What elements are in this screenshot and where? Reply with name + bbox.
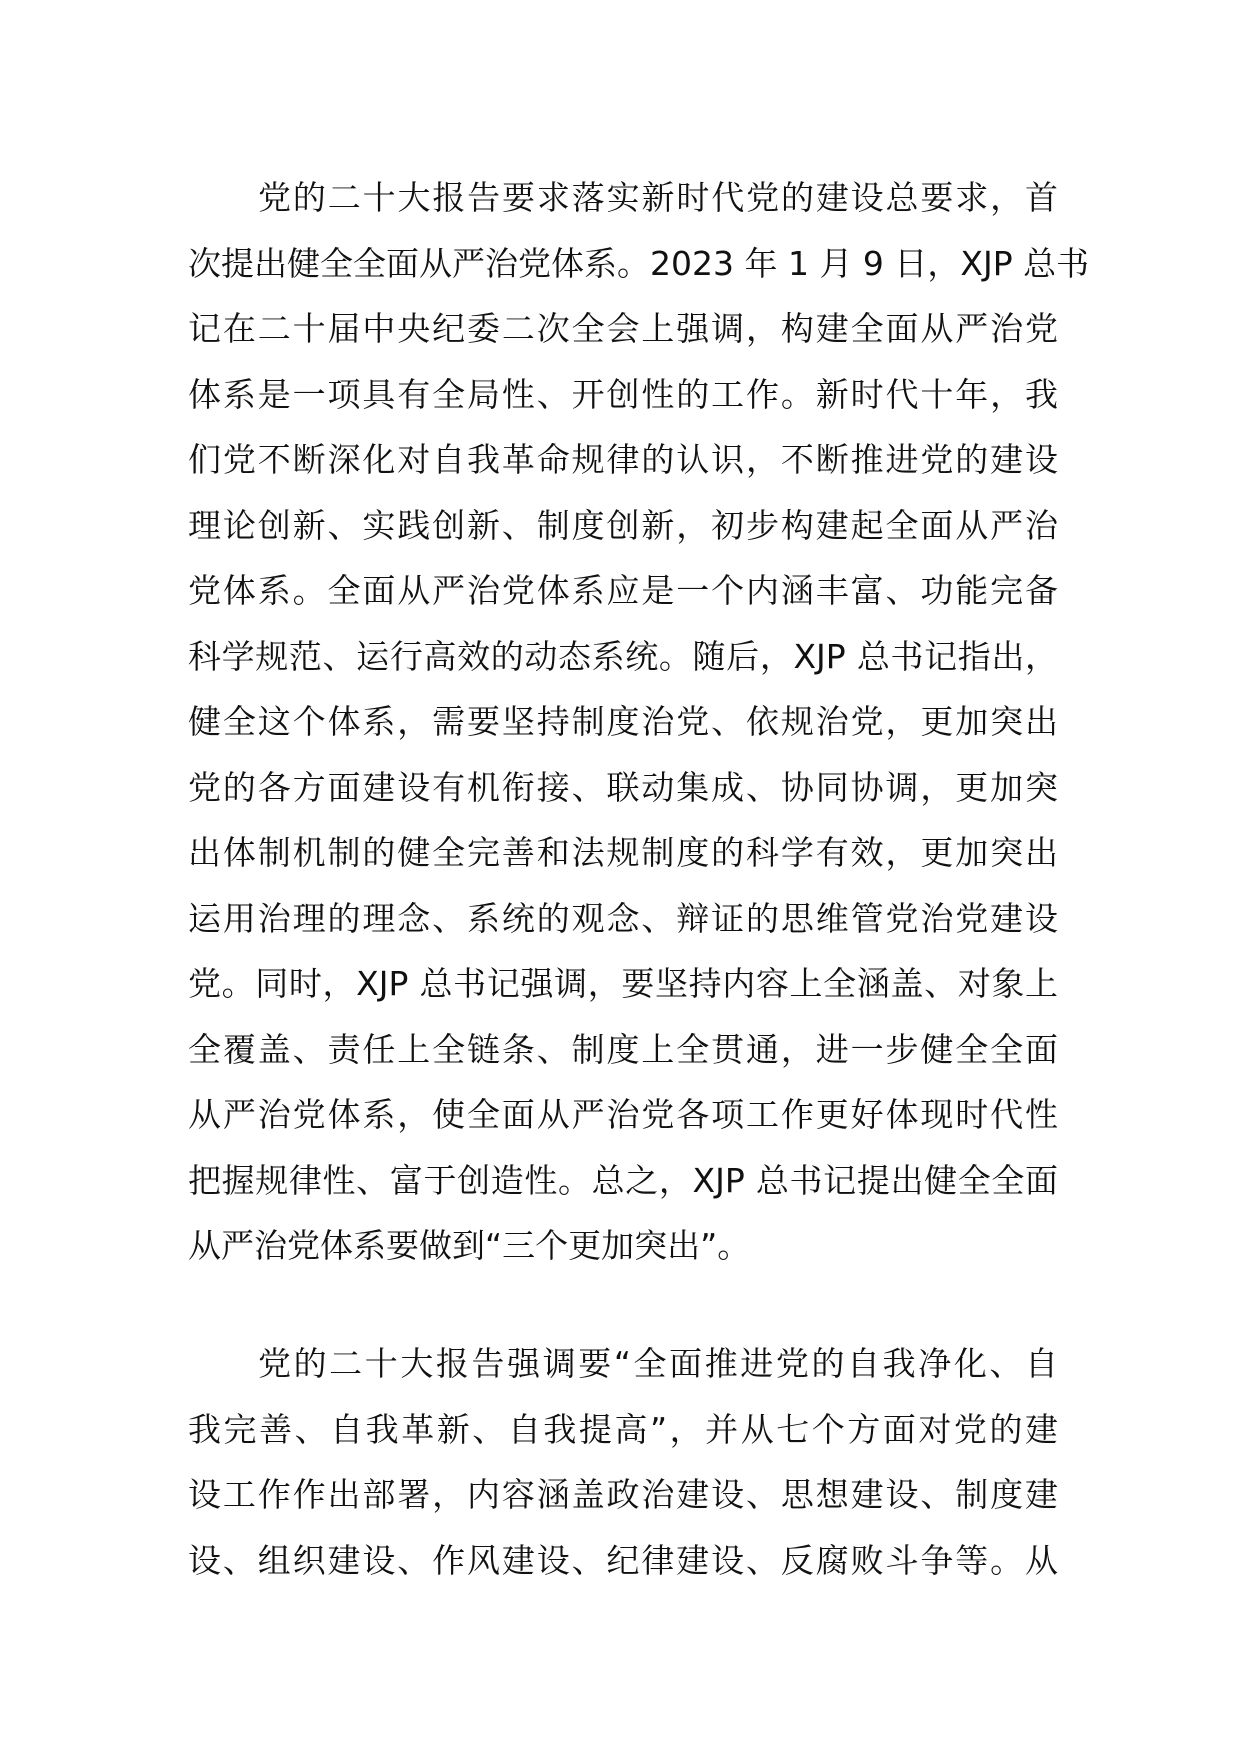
- paragraph-line: 从严治党体系要做到“三个更加突出”。: [188, 1226, 751, 1265]
- paragraph-1: [188, 165, 1090, 1279]
- paragraph-line: 次提出健全全面从严治党体系。2023 年 1 月 9 日，XJP 总书: [188, 243, 1090, 283]
- paragraph-line: 们党不断深化对自我革命规律的认识，不断推进党的建设: [188, 440, 1058, 479]
- paragraph-line: 理论创新、实践创新、制度创新，初步构建起全面从严治: [188, 505, 1058, 545]
- paragraph-line: 党的二十大报告要求落实新时代党的建设总要求，首: [258, 178, 1058, 217]
- paragraph-2: [188, 1331, 1058, 1593]
- paragraph-line: 健全这个体系，需要坚持制度治党、依规治党，更加突出: [188, 702, 1058, 741]
- paragraph-line: 运用治理的理念、系统的观念、辩证的思维管党治党建设: [188, 898, 1058, 938]
- paragraph-line: 体系是一项具有全局性、开创性的工作。新时代十年，我: [188, 374, 1058, 414]
- paragraph-line: 出体制机制的健全完善和法规制度的科学有效，更加突出: [188, 833, 1058, 872]
- paragraph-line: 党的各方面建设有机衔接、联动集成、协同协调，更加突: [188, 767, 1058, 807]
- paragraph-line: 党体系。全面从严治党体系应是一个内涵丰富、功能完备: [188, 571, 1058, 610]
- paragraph-line: 全覆盖、责任上全链条、制度上全贯通，进一步健全全面: [188, 1029, 1058, 1069]
- paragraph-line: 记在二十届中央纪委二次全会上强调，构建全面从严治党: [188, 309, 1058, 348]
- paragraph-line: 我完善、自我革新、自我提高”，并从七个方面对党的建: [188, 1409, 1058, 1449]
- paragraph-line: 党的二十大报告强调要“全面推进党的自我净化、自: [258, 1344, 1058, 1383]
- paragraph-line: 从严治党体系，使全面从严治党各项工作更好体现时代性: [188, 1095, 1058, 1134]
- paragraph-line: 设工作作出部署，内容涵盖政治建设、思想建设、制度建: [188, 1475, 1058, 1514]
- paragraph-line: 把握规律性、富于创造性。总之，XJP 总书记提出健全全面: [188, 1160, 1058, 1200]
- paragraph-line: 设、组织建设、作风建设、纪律建设、反腐败斗争等。从: [188, 1540, 1058, 1580]
- paragraph-line: 党。同时，XJP 总书记强调，要坚持内容上全涵盖、对象上: [188, 964, 1058, 1003]
- paragraph-line: 科学规范、运行高效的动态系统。随后，XJP 总书记指出，: [188, 636, 1058, 676]
